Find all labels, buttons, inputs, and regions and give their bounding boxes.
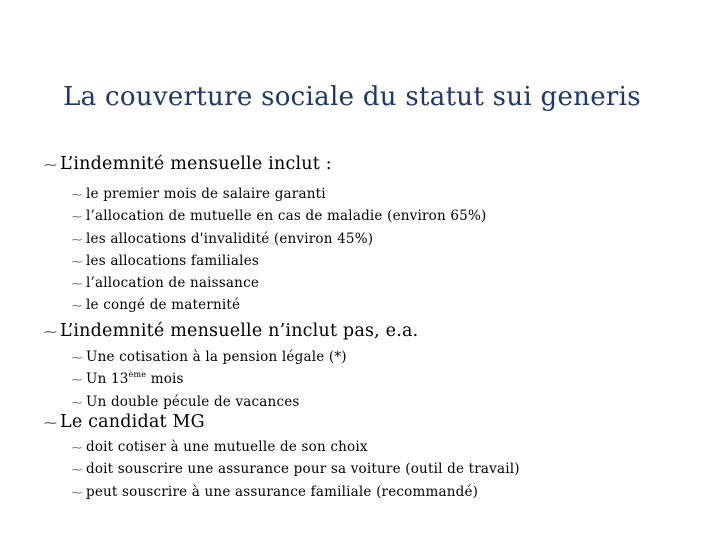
- list-item-text: doit souscrire une assurance pour sa voiture (outil de travail): [86, 461, 520, 478]
- list-item-text: l’allocation de mutuelle en cas de maladie (environ 65%): [86, 208, 487, 225]
- bullet-icon: ⁓: [72, 256, 83, 268]
- section-heading: [44, 411, 520, 435]
- bullet-icon: ⁓: [44, 325, 58, 340]
- bullet-icon: ⁓: [72, 487, 83, 499]
- bullet-icon: ⁓: [72, 353, 83, 364]
- slide-title: La couverture sociale du statut sui generis: [63, 82, 641, 112]
- bullet-icon: ⁓: [72, 212, 83, 224]
- list-item-text: Un double pécule de vacances: [86, 393, 300, 410]
- section-indemnite-inclut: [44, 153, 486, 318]
- list-item-text: les allocations familiales: [86, 252, 260, 269]
- section-heading-text: Le candidat MG: [60, 412, 205, 432]
- list-item-text: peut souscrire à une assurance familiale (recommandé): [86, 483, 479, 500]
- list-item-text: Un 13ème mois: [86, 370, 184, 388]
- bullet-icon: ⁓: [44, 158, 58, 173]
- bullet-icon: ⁓: [72, 397, 83, 409]
- list-item: [72, 229, 486, 251]
- list-item: [72, 482, 520, 504]
- list-item: [72, 295, 486, 317]
- list-item-text: l’allocation de naissance: [86, 275, 260, 292]
- superscript: ème: [128, 370, 147, 380]
- list-item-text: Une cotisation à la pension légale (*): [86, 349, 347, 365]
- section-heading-text: L’indemnité mensuelle n’inclut pas, e.a.: [60, 321, 419, 341]
- bullet-icon: ⁓: [72, 465, 83, 477]
- list-item: [72, 347, 418, 369]
- bullet-icon: ⁓: [72, 279, 83, 291]
- section-candidat-mg: [44, 411, 520, 504]
- list-item: [72, 206, 486, 228]
- bullet-icon: ⁓: [72, 375, 83, 387]
- section-heading: [44, 320, 418, 344]
- list-item: [72, 459, 520, 481]
- list-item: [72, 273, 486, 295]
- list-item: [72, 184, 486, 206]
- bullet-icon: ⁓: [72, 190, 83, 201]
- list-item: [72, 251, 486, 273]
- bullet-icon: ⁓: [72, 443, 83, 454]
- section-heading: [44, 153, 486, 177]
- list-item: [72, 369, 418, 391]
- list-item-text: les allocations d'invalidité (environ 45%): [86, 230, 374, 247]
- bullet-icon: ⁓: [72, 301, 83, 313]
- list-item: [72, 437, 520, 459]
- list-item-text: le premier mois de salaire garanti: [86, 186, 326, 202]
- section-indemnite-exclut: [44, 320, 418, 414]
- list-item-text: doit cotiser à une mutuelle de son choix: [86, 439, 368, 455]
- list-item-text: le congé de maternité: [86, 297, 241, 314]
- bullet-icon: ⁓: [72, 234, 83, 246]
- section-heading-text: L’indemnité mensuelle inclut :: [60, 154, 332, 174]
- bullet-icon: ⁓: [44, 416, 58, 431]
